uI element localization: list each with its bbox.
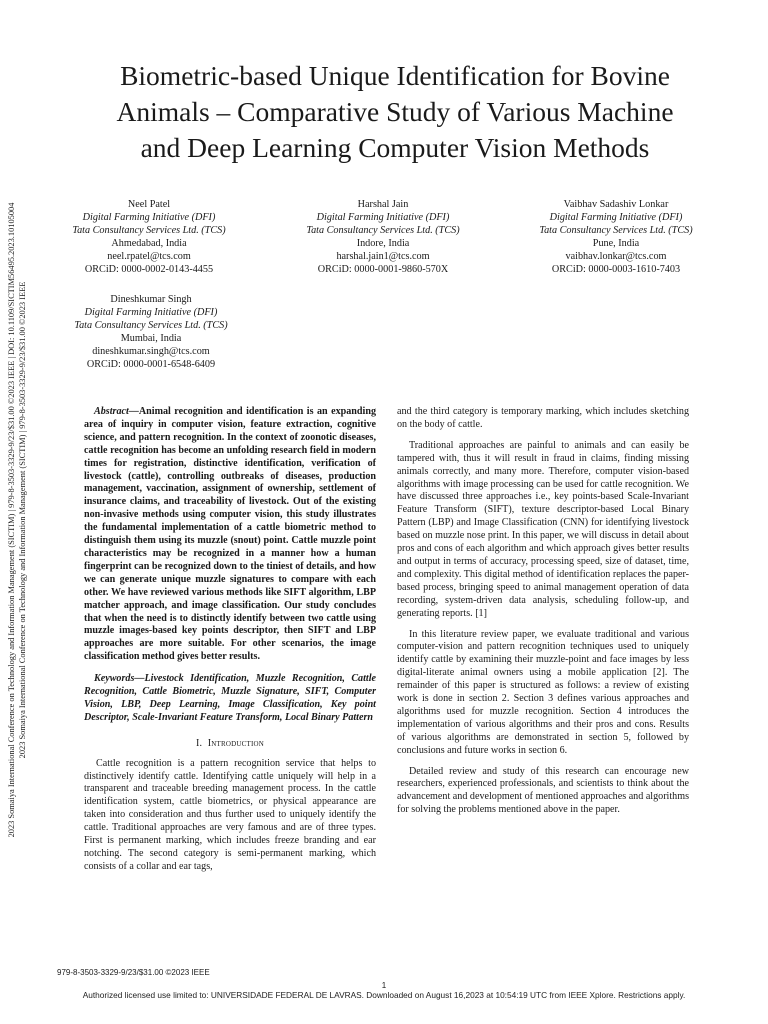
author-name: Vaibhav Sadashiv Lonkar	[563, 199, 669, 210]
title-line-3: and Deep Learning Computer Vision Methods	[140, 132, 650, 163]
author-location: Ahmedabad, India	[111, 238, 187, 249]
author-orcid: ORCiD: 0000-0001-6548-6409	[86, 359, 216, 370]
paper-title	[60, 58, 730, 166]
author-department: Digital Farming Initiative (DFI)	[316, 212, 450, 223]
author-organization: Tata Consultancy Services Ltd. (TCS)	[306, 225, 460, 236]
keywords-label: Keywords—	[94, 673, 145, 685]
page-number: 1	[381, 981, 387, 990]
intro-paragraph-2: Traditional approaches are painful to animals and can easily be tampered with, thus it will result in fraud in claims, finding missing animals correctly, and many more. Therefore, computer vision-based algorithms with image processing can be used for cattle recognition. We have discussed three approaches i.e., key points-based Scale-Invariant Feature Transform (SIFT), texture descriptor-based Local Binary Pattern (LBP) and Image Classification (CNN) for identifying livestock based on muzzle nose print. In this paper, we will discuss in detail about pros and cons of each algorithm and which approach gives better results and output in terms of accuracy, processing speed, size of dataset, time, and complexity. This digital method of identification replaces the paper-based process, bringing speed to animal management operation of data recording, system-driven data analysis, scheduling follow-up, and generating reports. [1]	[397, 439, 689, 619]
author-department: Digital Farming Initiative (DFI)	[549, 212, 683, 223]
keywords	[84, 673, 376, 725]
title-line-1: Biometric-based Unique Identification for Bovine	[120, 60, 670, 91]
author-department: Digital Farming Initiative (DFI)	[84, 307, 218, 318]
intro-paragraph-3: In this literature review paper, we evaluate traditional and various computer-vision and pattern recognition techniques used to uniquely identify cattle by examining their muzzle-point and face images by less digital-literate animal owners using a mobile application [2]. The remainder of this paper is structured as follows: a review of existing work is done in section 2. Section 3 defines various approaches and algorithms used for muzzle recognition. Section 4 introduces the implementation of various algorithms and their pros and cons. Results of various algorithms are demonstrated in section 5, followed by conclusions and future works in section 6.	[397, 628, 689, 756]
author-department: Digital Farming Initiative (DFI)	[82, 212, 216, 223]
keywords-text: Livestock Identification, Muzzle Recognition, Cattle Recognition, Cattle Biometric, Muzzle Signature, SIFT, Computer Vision, LBP, Deep Learning, Image Classification, Key point Descriptor, Scale-Invariant Feature Transform, Local Binary Pattern	[84, 673, 376, 723]
side-note-line-1: 2023 Somaiya International Conference on Technology and Information Management (SICTIM) | 979-8-3503-3329-9/23/$31.00 ©2023 IEEE | DOI: 10.1109/SICTIM56495.2023.10105004	[7, 202, 16, 838]
author-block-3	[501, 198, 731, 276]
left-column	[84, 406, 376, 874]
section-title: Introduction	[207, 737, 265, 749]
author-organization: Tata Consultancy Services Ltd. (TCS)	[74, 320, 228, 331]
license-notice: Authorized licensed use limited to: UNIVERSIDADE FEDERAL DE LAVRAS. Downloaded on August 16,2023 at 10:54:19 UTC from IEEE Xplore. Restrictions apply.	[82, 990, 686, 1000]
author-block-4	[36, 293, 266, 371]
author-block-2	[268, 198, 498, 276]
section-number: I.	[195, 737, 203, 749]
intro-paragraph-4: Detailed review and study of this research can encourage new researchers, experienced professionals, and scientists to think about the advancement and development of mentioned approaches and algorithms for solving the problems mentioned above in the paper.	[397, 765, 689, 816]
author-location: Mumbai, India	[120, 333, 182, 344]
author-location: Pune, India	[592, 238, 640, 249]
abstract-text: Animal recognition and identification is an expanding area of inquiry in computer vision, feature extraction, cognitive science, and pattern recognition. In the context of zoonotic diseases, cattle recognition has become an unfolding research field in modern times for registration, distinctive identification, verification of livestock (cattle), controlling outbreaks of diseases, production management, vaccination, assignment of ownership, settlement of insurance claims, and traceability of livestock. Out of the existing non-invasive methods using computer vision, this study illustrates the fundamental implementation of a cattle biometric method to distinguish them using its muzzle (snout) point. Cattle muzzle point characteristics may be recognized in a manner how a human fingerprint can be recognized down to the tiniest of details, and how we can generate unique muzzle signatures to compare with each other. We have reviewed various methods like SIFT algorithm, LBP matcher approach, and image classification. Our study concludes that when the need is to distinctly identify between two cattle using muzzle images-based key points descriptor, then SIFT and LBP approaches are more suitable. For other scenarios, the image classification method gives better results.	[84, 406, 376, 663]
abstract	[84, 406, 376, 664]
author-block-1	[34, 198, 264, 276]
intro-paragraph-1-continued: and the third category is temporary marking, which includes sketching on the body of cattle.	[397, 406, 689, 430]
author-orcid: ORCiD: 0000-0003-1610-7403	[551, 264, 681, 275]
author-organization: Tata Consultancy Services Ltd. (TCS)	[539, 225, 693, 236]
author-email: neel.rpatel@tcs.com	[107, 251, 191, 262]
author-orcid: ORCiD: 0000-0001-9860-570X	[317, 264, 449, 275]
author-email: vaibhav.lonkar@tcs.com	[565, 251, 667, 262]
author-email: dineshkumar.singh@tcs.com	[92, 346, 210, 357]
section-heading-introduction	[84, 738, 376, 751]
side-note-line-2: 2023 Somaiya International Conference on Technology and Information Management (SICTIM) | 979-8-3503-3329-9/23/$31.00 ©2023 IEEE	[18, 281, 27, 759]
intro-paragraph-1: Cattle recognition is a pattern recognition service that helps to distinctively identify cattle. Identifying cattle uniquely will help in a transparent and traceable breeding management process. In the cattle identification system, cattle biometrics, or physical appearance are taken into consideration and thus further used to uniquely identify the cattle. Traditional approaches are very famous and are of three types. First is permanent marking, which includes freeze branding and ear notching. The second category is semi-permanent marking, which consists of a collar and ear tags,	[84, 757, 376, 872]
author-orcid: ORCiD: 0000-0002-0143-4455	[84, 264, 214, 275]
title-line-2: Animals – Comparative Study of Various Machine	[116, 96, 674, 127]
abstract-label: Abstract—	[94, 406, 139, 417]
copyright-notice: 979-8-3503-3329-9/23/$31.00 ©2023 IEEE	[57, 968, 210, 977]
author-organization: Tata Consultancy Services Ltd. (TCS)	[72, 225, 226, 236]
author-name: Dineshkumar Singh	[110, 294, 192, 305]
author-location: Indore, India	[356, 238, 410, 249]
author-email: harshal.jain1@tcs.com	[336, 251, 430, 262]
right-column	[397, 406, 689, 817]
author-name: Harshal Jain	[357, 199, 409, 210]
author-name: Neel Patel	[127, 199, 171, 210]
